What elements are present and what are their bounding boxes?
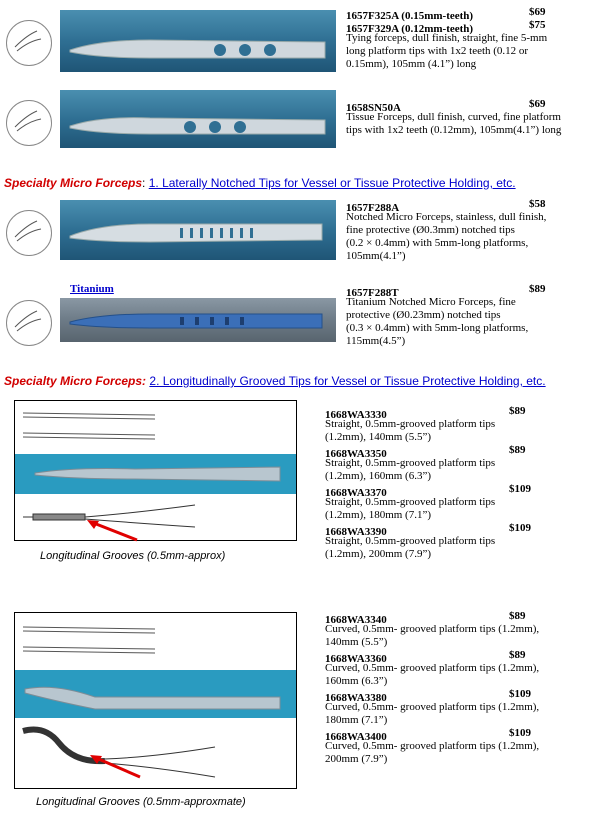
figure-caption: Longitudinal Grooves (0.5mm-approxmate) — [36, 796, 246, 808]
description-line: 0.15mm), 105mm (4.1”) long — [346, 58, 477, 70]
description-line: (1.2mm), 160mm (6.3”) — [325, 470, 432, 482]
pointer-arrow-icon — [85, 518, 145, 542]
sku: 1668WA3350 — [325, 448, 387, 460]
price: $58 — [529, 198, 546, 210]
sku: 1668WA3380 — [325, 692, 387, 704]
description-line: (1.2mm), 180mm (7.1”) — [325, 509, 432, 521]
price: $109 — [509, 688, 531, 700]
tip-detail-icon — [6, 210, 52, 256]
section-link[interactable]: 1. Laterally Notched Tips for Vessel or Tissue Protective Holding, etc. — [148, 176, 516, 190]
section-link[interactable]: 2. Longitudinally Grooved Tips for Vessel or Tissue Protective Holding, etc. — [149, 374, 546, 388]
description-line: (0.3 × 0.4mm) with 5mm-long platforms, — [346, 322, 529, 334]
description-line: Straight, 0.5mm-grooved platform tips — [325, 457, 496, 469]
description-line: Tissue Forceps, dull finish, curved, fine platform — [346, 111, 561, 123]
product-info — [346, 198, 597, 263]
description-line: 200mm (7.9”) — [325, 753, 388, 765]
description-line: Notched Micro Forceps, stainless, dull finish, — [346, 211, 547, 223]
sku: 1657F288A — [346, 202, 400, 214]
price: $89 — [509, 649, 526, 661]
tip-detail-icon — [6, 20, 52, 66]
description-line: Straight, 0.5mm-grooved platform tips — [325, 535, 496, 547]
section-label: Specialty Micro Forceps: — [4, 374, 147, 388]
product-photo — [60, 10, 336, 72]
description-line: (1.2mm), 140mm (5.5”) — [325, 431, 432, 443]
product-photo — [60, 200, 336, 260]
price: $109 — [509, 483, 531, 495]
sku: 1657F288T — [346, 287, 399, 299]
sku: 1658SN50A — [346, 102, 402, 114]
price: $69 — [529, 6, 546, 18]
description-line: Tying forceps, dull finish, straight, fine 5-mm — [346, 32, 548, 44]
section-label: Specialty Micro Forceps — [4, 176, 143, 190]
sku: 1668WA3340 — [325, 614, 387, 626]
price: $109 — [509, 522, 531, 534]
product-info — [346, 98, 597, 137]
product-photo — [60, 90, 336, 148]
description-line: tips with 1x2 teeth (0.12mm), 105mm(4.1”) long — [346, 124, 562, 136]
description-line: 115mm(4.5”) — [346, 335, 406, 347]
description-line: Straight, 0.5mm-grooved platform tips — [325, 496, 496, 508]
sku: 1657F329A (0.12mm-teeth) — [346, 23, 474, 35]
titanium-badge[interactable]: Titanium — [70, 283, 114, 295]
price: $89 — [529, 283, 546, 295]
description-line: (1.2mm), 200mm (7.9”) — [325, 548, 432, 560]
product-list — [325, 610, 597, 766]
product-info — [346, 283, 597, 348]
sku: 1668WA3330 — [325, 409, 387, 421]
price: $89 — [509, 444, 526, 456]
product-info — [346, 6, 596, 71]
description-line: fine protective (Ø0.3mm) notched tips — [346, 224, 515, 236]
description-line: Curved, 0.5mm- grooved platform tips (1.2mm), — [325, 623, 540, 635]
price: $89 — [509, 405, 526, 417]
description-line: 105mm(4.1”) — [346, 250, 406, 262]
price: $89 — [509, 610, 526, 622]
description-line: 140mm (5.5”) — [325, 636, 388, 648]
description-line: long platform tips with 1x2 teeth (0.12 or — [346, 45, 529, 57]
section-heading — [4, 176, 516, 190]
product-list — [325, 405, 597, 561]
product-image-frame — [14, 612, 297, 789]
figure-caption: Longitudinal Grooves (0.5mm-approx) — [40, 550, 226, 562]
sku: 1668WA3400 — [325, 731, 387, 743]
pointer-arrow-icon — [88, 753, 148, 779]
description-line: Curved, 0.5mm- grooved platform tips (1.2mm), — [325, 701, 540, 713]
product-photo — [60, 298, 336, 342]
description-line: 160mm (6.3”) — [325, 675, 388, 687]
sku: 1657F325A (0.15mm-teeth) — [346, 10, 474, 22]
price: $109 — [509, 727, 531, 739]
description-line: Curved, 0.5mm- grooved platform tips (1.2mm), — [325, 740, 540, 752]
price: $75 — [529, 19, 546, 31]
description-line: 180mm (7.1”) — [325, 714, 388, 726]
product-image-frame — [14, 400, 297, 541]
sku: 1668WA3390 — [325, 526, 387, 538]
description-line: Titanium Notched Micro Forceps, fine — [346, 296, 516, 308]
description-line: Curved, 0.5mm- grooved platform tips (1.2mm), — [325, 662, 540, 674]
description-line: (0.2 × 0.4mm) with 5mm-long platforms, — [346, 237, 529, 249]
price: $69 — [529, 98, 546, 110]
section-heading — [4, 374, 546, 388]
description-line: Straight, 0.5mm-grooved platform tips — [325, 418, 496, 430]
tip-detail-icon — [6, 300, 52, 346]
sku: 1668WA3360 — [325, 653, 387, 665]
sku: 1668WA3370 — [325, 487, 387, 499]
description-line: protective (Ø0.23mm) notched tips — [346, 309, 501, 321]
section-colon: : — [142, 176, 146, 190]
tip-detail-icon — [6, 100, 52, 146]
